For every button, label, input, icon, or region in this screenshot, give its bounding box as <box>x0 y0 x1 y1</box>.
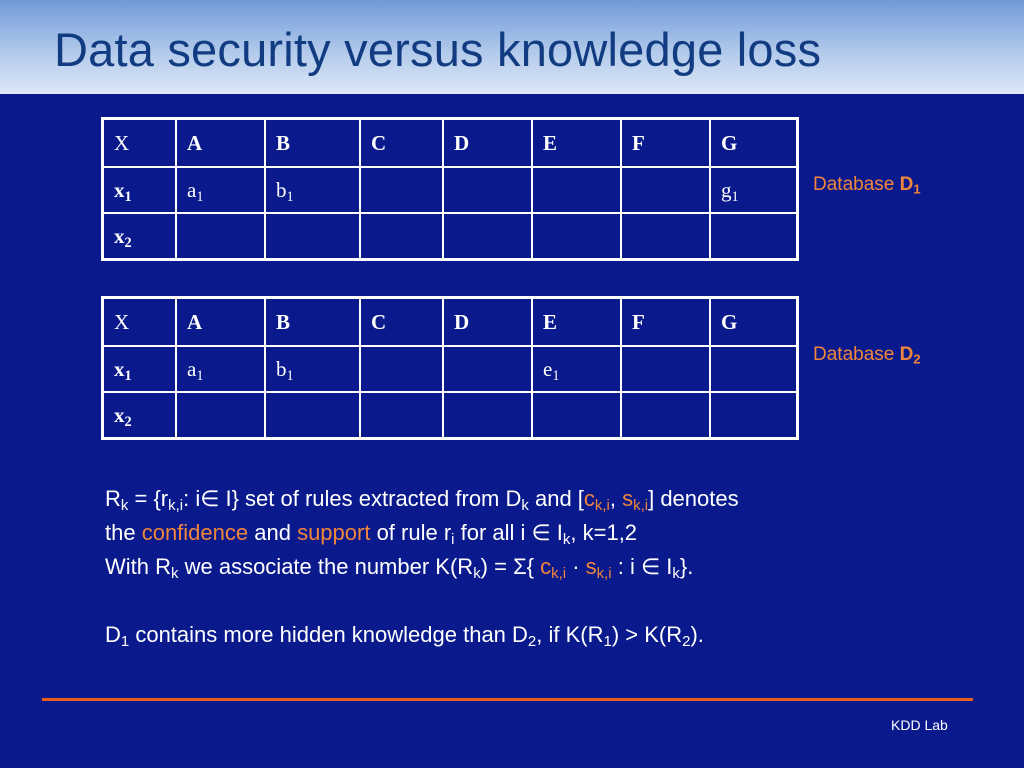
table-cell <box>532 167 621 213</box>
row-id-cell: $x_1$ <box>103 167 177 213</box>
table-header-row <box>103 298 798 347</box>
header-cell: D <box>443 298 532 347</box>
table-cell: $g_1$ <box>710 167 798 213</box>
table-cell <box>710 346 798 392</box>
table-cell <box>360 167 443 213</box>
table-cell <box>443 167 532 213</box>
header-cell: G <box>710 298 798 347</box>
database-table-d1 <box>101 117 799 261</box>
database-label-d2: Database $D_2$ <box>813 344 921 367</box>
table-cell <box>621 346 710 392</box>
header-cell: E <box>532 298 621 347</box>
table-cell <box>710 392 798 439</box>
header-cell: C <box>360 119 443 168</box>
table-row <box>103 213 798 260</box>
body-text <box>105 482 739 652</box>
header-cell: E <box>532 119 621 168</box>
header-cell: B <box>265 298 360 347</box>
table-cell <box>443 392 532 439</box>
header-cell: F <box>621 298 710 347</box>
table-cell: $e_1$ <box>532 346 621 392</box>
header-cell: D <box>443 119 532 168</box>
header-cell: A <box>176 119 265 168</box>
text-line-3: With $R_k$ we associate the number $K(R_k) = \Sigma${ $c_{k,i} \cdot s_{k,i}$ : i ∈ $I_k$}. <box>105 554 694 583</box>
database-label-d1: Database $D_1$ <box>813 174 921 197</box>
footer-divider <box>42 698 973 701</box>
table-header-row <box>103 119 798 168</box>
header-cell: B <box>265 119 360 168</box>
blank-line <box>105 584 739 618</box>
table-cell <box>443 346 532 392</box>
header-cell: X <box>103 119 177 168</box>
table-cell <box>710 213 798 260</box>
table-cell <box>532 392 621 439</box>
table-cell: $b_1$ <box>265 167 360 213</box>
table-cell: $a_1$ <box>176 346 265 392</box>
table-cell <box>265 392 360 439</box>
row-id-cell: $x_2$ <box>103 392 177 439</box>
table-row <box>103 392 798 439</box>
header-cell: G <box>710 119 798 168</box>
table-cell <box>621 167 710 213</box>
table-cell <box>621 392 710 439</box>
table-cell <box>176 392 265 439</box>
slide-title: Data security versus knowledge loss <box>54 23 822 76</box>
table-cell <box>360 392 443 439</box>
table-cell: $a_1$ <box>176 167 265 213</box>
table-cell <box>265 213 360 260</box>
text-line-1: $R_k = \{r_{k,i}$: i∈ I} set of rules extracted from $D_k$ and [$c_{k,i}$, $s_{k,i}$] denotes <box>105 486 739 515</box>
table-row <box>103 167 798 213</box>
table-cell: $b_1$ <box>265 346 360 392</box>
row-id-cell: $x_2$ <box>103 213 177 260</box>
table-cell <box>176 213 265 260</box>
database-table-d2 <box>101 296 799 440</box>
text-line-2: the confidence and support of rule $r_i$ for all i ∈ $I_k$, k=1,2 <box>105 520 638 549</box>
header-cell: A <box>176 298 265 347</box>
header-cell: X <box>103 298 177 347</box>
table-cell <box>360 346 443 392</box>
table-cell <box>532 213 621 260</box>
table-row <box>103 346 798 392</box>
text-line-4: $D_1$ contains more hidden knowledge than $D_2$, if $K(R_1) > K(R_2)$. <box>105 622 704 651</box>
table-cell <box>443 213 532 260</box>
header-cell: C <box>360 298 443 347</box>
table-cell <box>360 213 443 260</box>
footer-text: KDD Lab <box>891 717 948 733</box>
header-cell: F <box>621 119 710 168</box>
table-cell <box>621 213 710 260</box>
row-id-cell: $x_1$ <box>103 346 177 392</box>
